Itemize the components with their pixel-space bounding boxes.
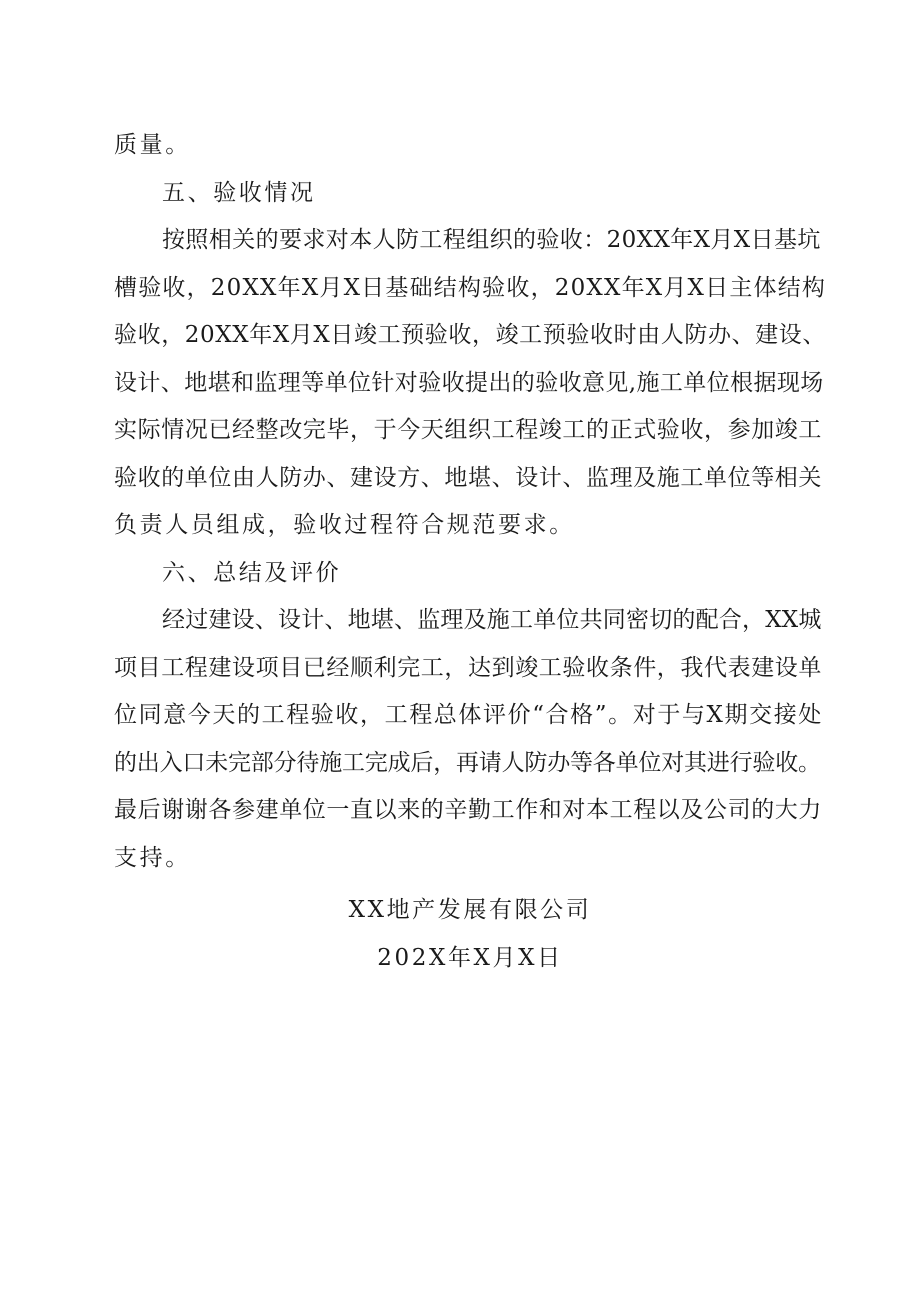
paragraph-line: 验收的单位由人防办、建设方、地堪、设计、监理及施工单位等相关 <box>114 464 822 491</box>
signature-company: XX地产发展有限公司 <box>348 897 592 923</box>
document-body <box>114 122 826 982</box>
paragraph-continuation-line: 质量。 <box>114 132 191 158</box>
section-heading-acceptance: 五、验收情况 <box>162 179 316 206</box>
paragraph-line: 经过建设、设计、地堪、监理及施工单位共同密切的配合，XX城 <box>162 607 822 633</box>
paragraph-line: 按照相关的要求对本人防工程组织的验收：20XX年X月X日基坑 <box>162 227 821 253</box>
paragraph-line: 负责人员组成，验收过程符合规范要求。 <box>114 512 575 538</box>
signature-date: 202X年X月X日 <box>377 944 563 971</box>
paragraph-line: 支持。 <box>114 844 191 871</box>
paragraph-line: 设计、地堪和监理等单位针对验收提出的验收意见,施工单位根据现场 <box>114 369 824 396</box>
section-heading-summary: 六、总结及评价 <box>162 559 342 586</box>
paragraph-line: 项目工程建设项目已经顺利完工，达到竣工验收条件，我代表建设单 <box>114 654 822 681</box>
paragraph-line: 的出入口未完部分待施工完成后，再请人防办等各单位对其进行验收。 <box>114 749 821 776</box>
paragraph-line: 最后谢谢各参建单位一直以来的辛勤工作和对本工程以及公司的大力 <box>114 797 822 823</box>
paragraph-line: 槽验收，20XX年X月X日基础结构验收，20XX年X月X日主体结构 <box>114 274 827 301</box>
paragraph-line: 实际情况已经整改完毕，于今天组织工程竣工的正式验收，参加竣工 <box>114 417 822 443</box>
paragraph-line: 位同意今天的工程验收，工程总体评价“合格”。对于与X期交接处 <box>114 702 823 728</box>
paragraph-line: 验收，20XX年X月X日竣工预验收，竣工预验收时由人防办、建设、 <box>114 322 826 348</box>
